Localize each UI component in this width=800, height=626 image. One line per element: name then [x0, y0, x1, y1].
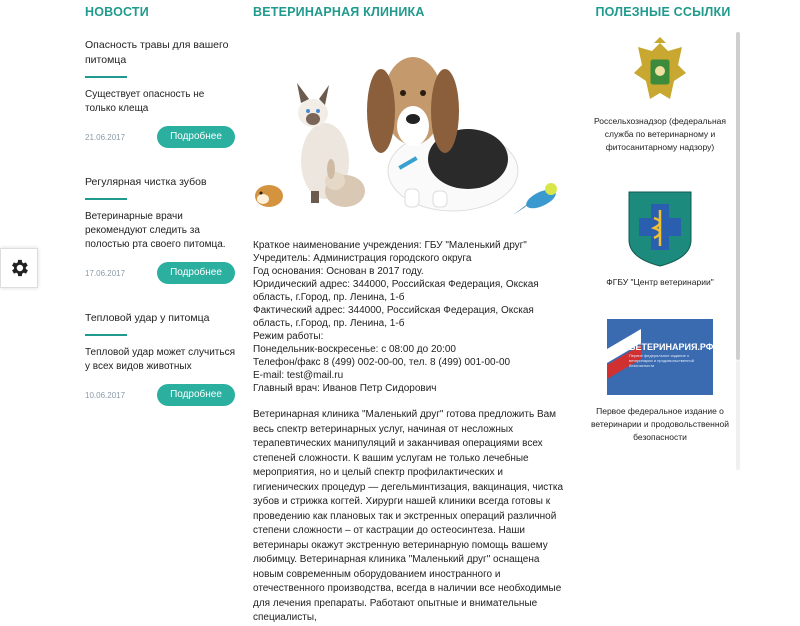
info-founded: Год основания: Основан в 2017 году.	[253, 266, 424, 277]
news-item	[85, 175, 235, 284]
budgie-figure	[513, 183, 558, 215]
link-caption: ФГБУ "Центр ветеринарии"	[606, 277, 714, 287]
news-title[interactable]: Регулярная чистка зубов	[85, 176, 207, 188]
news-text: Тепловой удар может случиться у всех видов животных	[85, 347, 235, 372]
divider	[85, 334, 127, 336]
divider	[85, 76, 127, 78]
link-vet-center[interactable]	[580, 188, 740, 289]
hamster-figure	[255, 185, 283, 207]
info-founder: Учредитель: Администрация городского округа	[253, 253, 472, 264]
news-column	[85, 0, 235, 406]
clinic-description: Ветеринарная клиника "Маленький друг" готова предложить Вам весь спектр ветеринарных услуг, начиная от несложных терапевтических манипуляций и заканчивая операциями всех степеней сложности. К вашим услугам не только лечебные мероприятия, но и целый спектр профилактических и гигиенических процедур — дегельминтизация, вакцинация, чистка зубов и стрижка когтей. Хирурги нашей клиники всегда готовы к проведению как плановых так и экстренных операций различной степени сложности – от кастрации до остеосинтеза. Наши ветеринары окажут экстренную ветеринарную помощь вашему любимцу. Ветеринарная клиника "Маленький друг" оснащена новым современным оборудованием иностранного и отечественного производства, всегда в наличии все необходимые для лечения препараты. Работают опытные и внимательные специалисты,	[253, 409, 564, 623]
news-date: 17.06.2017	[85, 268, 126, 278]
info-hours: Понедельник-воскресенье: с 08:00 до 20:00	[253, 344, 456, 355]
logo-subtitle: Первое федеральное издание о ветеринарии и продовольственной безопасности	[629, 353, 694, 368]
more-button[interactable]: Подробнее	[157, 262, 235, 284]
info-phone: Телефон/факс 8 (499) 002-00-00, тел. 8 (499) 001-00-00	[253, 357, 511, 368]
coat-of-arms-icon	[628, 37, 692, 109]
news-title[interactable]: Тепловой удар у питомца	[85, 312, 210, 324]
vet-center-emblem-icon	[625, 188, 695, 268]
clinic-heading: ВЕТЕРИНАРНАЯ КЛИНИКА	[253, 5, 425, 19]
news-item	[85, 38, 235, 148]
more-button[interactable]: Подробнее	[157, 126, 235, 148]
link-veterinariya-rf[interactable]	[580, 319, 740, 444]
info-hours-label: Режим работы:	[253, 331, 324, 342]
link-caption: Первое федеральное издание о ветеринарии и продовольственной безопасности	[590, 406, 730, 442]
settings-toggle[interactable]	[0, 248, 38, 288]
info-legal-address: Юридический адрес: 344000, Российская Федерация, Окская область, г.Город, пр. Ленина, 1-б	[253, 279, 539, 303]
info-email: E-mail: test@mail.ru	[253, 370, 344, 381]
link-rosselkhoznadzor[interactable]	[580, 37, 740, 154]
news-heading: НОВОСТИ	[85, 5, 149, 19]
veterinariya-logo	[607, 319, 713, 395]
news-item	[85, 311, 235, 406]
news-date: 10.06.2017	[85, 390, 126, 400]
link-caption: Россельхознадзор (федеральная служба по ветеринарному и фитосанитарному надзору)	[594, 116, 726, 152]
info-actual-address: Фактический адрес: 344000, Российская Федерация, Окская область, г.Город, пр. Ленина, 1-б	[253, 305, 534, 329]
info-short-name: Краткое наименование учреждения: ГБУ "Маленький друг"	[253, 240, 527, 251]
pets-image	[253, 31, 571, 221]
divider	[85, 198, 127, 200]
dog-figure	[367, 57, 518, 211]
clinic-info	[253, 239, 571, 395]
news-text: Ветеринарные врачи рекомендуют следить за полостью рта своего питомца.	[85, 211, 226, 250]
gear-icon	[8, 257, 30, 279]
news-date: 21.06.2017	[85, 132, 126, 142]
scrollbar-thumb[interactable]	[736, 32, 740, 360]
links-column	[580, 0, 740, 444]
info-head-doctor: Главный врач: Иванов Петр Сидорович	[253, 383, 437, 394]
news-title[interactable]: Опасность травы для вашего питомца	[85, 39, 229, 66]
clinic-column	[253, 0, 571, 626]
news-text: Существует опасность не только клеща	[85, 89, 205, 114]
logo-title: ВЕТЕРИНАРИЯ.РФ	[629, 342, 714, 352]
more-button[interactable]: Подробнее	[157, 384, 235, 406]
links-heading: ПОЛЕЗНЫЕ ССЫЛКИ	[595, 5, 731, 19]
scrollbar-track[interactable]	[736, 360, 740, 470]
